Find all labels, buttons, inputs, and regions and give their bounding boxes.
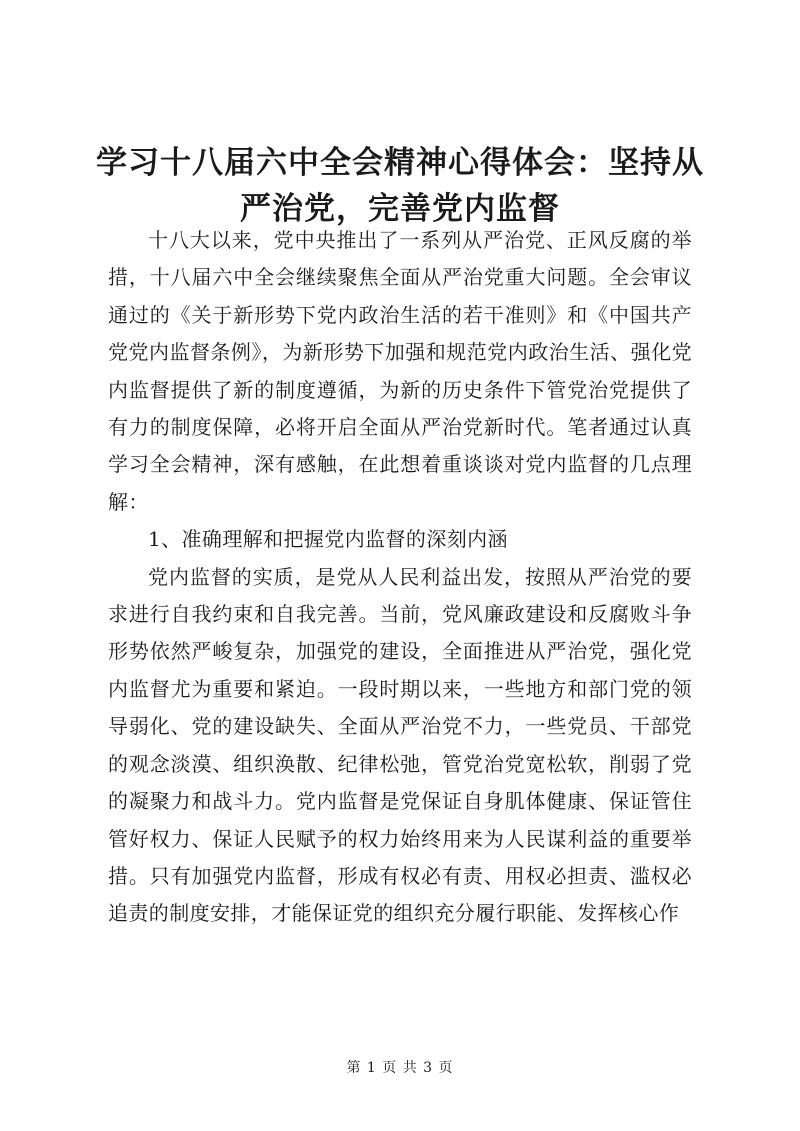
- body-paragraph: 党内监督的实质，是党从人民利益出发，按照从严治党的要求进行自我约束和自我完善。当前，党风廉政建设和反腐败斗争形势依然严峻复杂，加强党的建设，全面推进从严治党，强化党内监督尤为重要和紧迫。一段时期以来，一些地方和部门党的领导弱化、党的建设缺失、全面从严治党不力，一些党员、干部党的观念淡漠、组织涣散、纪律松弛，管党治党宽松软，削弱了党的凝聚力和战斗力。党内监督是党保证自身肌体健康、保证管住管好权力、保证人民赋予的权力始终用来为人民谋利益的重要举措。只有加强党内监督，形成有权必有责、用权必担责、滥权必追责的制度安排，才能保证党的组织充分履行职能、发挥核心作: [108, 564, 692, 926]
- document-body: [108, 222, 692, 933]
- intro-paragraph: 十八大以来，党中央推出了一系列从严治党、正风反腐的举措，十八届六中全会继续聚焦全面从严治党重大问题。全会审议通过的《关于新形势下党内政治生活的若干准则》和《中国共产党党内监督条例》，为新形势下加强和规范党内政治生活、强化党内监督提供了新的制度遵循，为新的历史条件下管党治党提供了有力的制度保障，必将开启全面从严治党新时代。笔者通过认真学习全会精神，深有感触，在此想着重谈谈对党内监督的几点理解：: [108, 228, 692, 514]
- document-title: 学习十八届六中全会精神心得体会：坚持从严治党，完善党内监督: [96, 145, 704, 227]
- section-heading: 1、准确理解和把握党内监督的深刻内涵: [148, 527, 508, 552]
- page-number-footer: 第 1 页 共 3 页: [346, 1060, 454, 1076]
